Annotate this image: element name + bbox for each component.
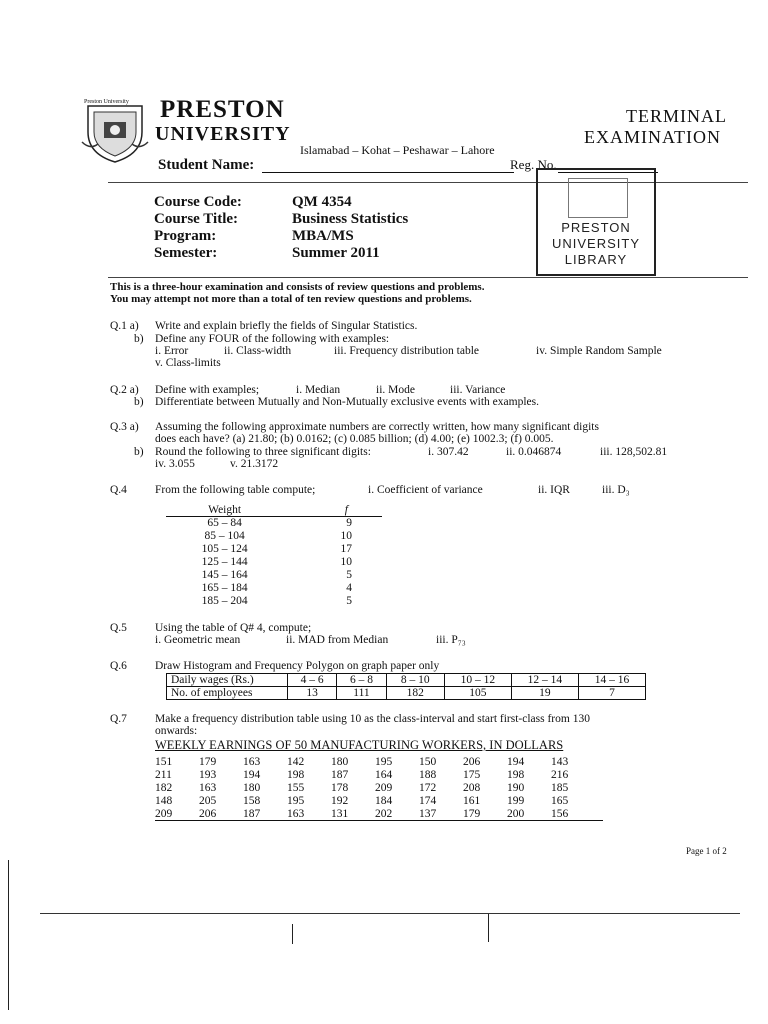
page-number: Page 1 of 2 bbox=[686, 846, 727, 856]
stamp-seal bbox=[568, 178, 628, 218]
q4-number: Q.4 bbox=[110, 484, 127, 496]
frequency-value: 10 bbox=[340, 556, 352, 568]
earning-value: 175 bbox=[463, 769, 481, 781]
earning-value: 211 bbox=[155, 769, 172, 781]
table-row bbox=[155, 795, 595, 808]
weight-class: 145 – 164 bbox=[201, 569, 248, 581]
q6-lead: Draw Histogram and Frequency Polygon on graph paper only bbox=[155, 660, 440, 672]
q2-a-option: i. Median bbox=[296, 384, 341, 396]
table-cell: 105 bbox=[444, 687, 511, 700]
table-row bbox=[155, 756, 595, 769]
page-bottom-border bbox=[40, 913, 740, 914]
earning-value: 172 bbox=[419, 782, 437, 794]
frequency-value: 5 bbox=[346, 595, 352, 607]
scan-edge-mark bbox=[8, 860, 9, 1010]
earning-value: 150 bbox=[419, 756, 437, 768]
q5-number: Q.5 bbox=[110, 622, 127, 634]
earning-value: 179 bbox=[463, 808, 481, 820]
earning-value: 206 bbox=[463, 756, 481, 768]
earning-value: 158 bbox=[243, 795, 261, 807]
q1-option: i. Error bbox=[155, 345, 189, 357]
earning-value: 206 bbox=[199, 808, 217, 820]
course-title-label: Course Title: bbox=[154, 211, 239, 227]
instruction-line1: This is a three-hour examination and consists of review questions and problems. bbox=[110, 281, 485, 293]
earning-value: 148 bbox=[155, 795, 173, 807]
university-crest-logo bbox=[80, 98, 150, 164]
earning-value: 209 bbox=[155, 808, 173, 820]
stamp-line3: LIBRARY bbox=[564, 252, 628, 267]
table-cell: 111 bbox=[337, 687, 386, 700]
table-cell: 4 – 6 bbox=[288, 674, 337, 687]
earning-value: 200 bbox=[507, 808, 525, 820]
earning-value: 209 bbox=[375, 782, 393, 794]
q1-option: iii. Frequency distribution table bbox=[334, 345, 480, 357]
earnings-underline bbox=[155, 820, 603, 821]
university-name-line2: UNIVERSITY bbox=[155, 123, 291, 145]
instruction-line2: You may attempt not more than a total of ten review questions and problems. bbox=[110, 293, 472, 305]
weight-frequency-table bbox=[166, 504, 382, 608]
earning-value: 163 bbox=[243, 756, 261, 768]
table-cell: 7 bbox=[578, 687, 645, 700]
earning-value: 180 bbox=[331, 756, 349, 768]
frequency-value: 5 bbox=[346, 569, 352, 581]
table-cell: 8 – 10 bbox=[386, 674, 444, 687]
earning-value: 164 bbox=[375, 769, 393, 781]
stamp-line2: UNIVERSITY bbox=[551, 236, 640, 251]
weight-class: 165 – 184 bbox=[201, 582, 248, 594]
q4-lead: From the following table compute; bbox=[155, 484, 316, 496]
q5-lead: Using the table of Q# 4, compute; bbox=[155, 622, 312, 634]
table-row bbox=[155, 769, 595, 782]
q7-line2: onwards: bbox=[155, 725, 198, 737]
table-row bbox=[166, 517, 382, 531]
semester: Summer 2011 bbox=[292, 245, 380, 261]
earning-value: 174 bbox=[419, 795, 437, 807]
frequency-value: 4 bbox=[346, 582, 352, 594]
campus-list: Islamabad – Kohat – Peshawar – Lahore bbox=[300, 143, 495, 157]
q1-option: v. Class-limits bbox=[155, 357, 221, 369]
weight-class: 185 – 204 bbox=[201, 595, 248, 607]
earning-value: 187 bbox=[331, 769, 349, 781]
course-title: Business Statistics bbox=[292, 211, 409, 227]
weight-class: 125 – 144 bbox=[201, 556, 248, 568]
earning-value: 190 bbox=[507, 782, 525, 794]
university-name-line1: PRESTON bbox=[160, 96, 285, 123]
earning-value: 161 bbox=[463, 795, 481, 807]
student-name-field[interactable] bbox=[262, 172, 514, 173]
q3-b-item: iv. 3.055 bbox=[155, 458, 195, 470]
q2-b-text: Differentiate between Mutually and Non-Mutually exclusive events with examples. bbox=[155, 396, 539, 408]
frequency-value: 9 bbox=[346, 517, 352, 529]
q3-a-line1: Assuming the following approximate numbers are correctly written, how many significant digits bbox=[155, 421, 599, 433]
exam-title-line1: TERMINAL bbox=[626, 106, 727, 126]
earning-value: 137 bbox=[419, 808, 437, 820]
program: MBA/MS bbox=[292, 228, 354, 244]
earning-value: 198 bbox=[287, 769, 305, 781]
q1-a-text: Write and explain briefly the fields of Singular Statistics. bbox=[155, 320, 418, 332]
q7-heading: WEEKLY EARNINGS OF 50 MANUFACTURING WORKERS, IN DOLLARS bbox=[155, 738, 564, 752]
earning-value: 182 bbox=[155, 782, 173, 794]
q2-b-number: b) bbox=[134, 396, 144, 408]
q1-option: iv. Simple Random Sample bbox=[536, 345, 662, 357]
weight-class: 65 – 84 bbox=[207, 517, 242, 529]
weight-class: 105 – 124 bbox=[201, 543, 248, 555]
q7-line1: Make a frequency distribution table using 10 as the class-interval and start first-class from 130 bbox=[155, 713, 590, 725]
table-cell: 14 – 16 bbox=[578, 674, 645, 687]
earning-value: 131 bbox=[331, 808, 349, 820]
q3-b-lead: Round the following to three significant digits: bbox=[155, 446, 371, 458]
student-name-label: Student Name: bbox=[158, 157, 255, 173]
earning-value: 199 bbox=[507, 795, 525, 807]
table-header-row bbox=[166, 504, 382, 517]
table-row bbox=[155, 782, 595, 795]
earning-value: 184 bbox=[375, 795, 393, 807]
col-weight: Weight bbox=[166, 504, 283, 517]
q3-b-item: v. 21.3172 bbox=[230, 458, 279, 470]
weight-class: 85 – 104 bbox=[204, 530, 245, 542]
earning-value: 195 bbox=[287, 795, 305, 807]
scan-edge-mark bbox=[292, 924, 293, 944]
earning-value: 202 bbox=[375, 808, 393, 820]
earning-value: 216 bbox=[551, 769, 569, 781]
frequency-value: 10 bbox=[340, 530, 352, 542]
q4-task: i. Coefficient of variance bbox=[368, 484, 483, 496]
earning-value: 163 bbox=[287, 808, 305, 820]
stamp-line1: PRESTON bbox=[561, 220, 631, 235]
table-cell: 6 – 8 bbox=[337, 674, 386, 687]
earning-value: 151 bbox=[155, 756, 173, 768]
q2-a-option: iii. Variance bbox=[450, 384, 506, 396]
col-frequency: f bbox=[283, 504, 382, 517]
q2-a-number: Q.2 a) bbox=[110, 384, 139, 396]
earning-value: 156 bbox=[551, 808, 569, 820]
earning-value: 165 bbox=[551, 795, 569, 807]
frequency-value: 17 bbox=[340, 543, 352, 555]
earning-value: 208 bbox=[463, 782, 481, 794]
semester-label: Semester: bbox=[154, 245, 218, 261]
reg-no-label: Reg. No. bbox=[510, 157, 557, 172]
earning-value: 142 bbox=[287, 756, 305, 768]
table-row bbox=[166, 595, 382, 608]
earning-value: 178 bbox=[331, 782, 349, 794]
earning-value: 194 bbox=[507, 756, 525, 768]
course-divider bbox=[108, 277, 748, 278]
course-code: QM 4354 bbox=[292, 194, 352, 210]
earning-value: 187 bbox=[243, 808, 261, 820]
library-stamp bbox=[536, 168, 656, 276]
earning-value: 185 bbox=[551, 782, 569, 794]
q5-task: ii. MAD from Median bbox=[286, 634, 389, 646]
table-cell: 13 bbox=[288, 687, 337, 700]
q5-task: iii. P₇₃ bbox=[436, 634, 466, 646]
q4-task: ii. IQR bbox=[538, 484, 570, 496]
daily-wages-table bbox=[166, 673, 646, 700]
q1-b-text: Define any FOUR of the following with examples: bbox=[155, 333, 390, 345]
table-cell: 12 – 14 bbox=[511, 674, 578, 687]
q3-a-line2: does each have? (a) 21.80; (b) 0.0162; (c) 0.085 billion; (d) 4.00; (e) 1002.3; (f) 0.005. bbox=[155, 433, 554, 445]
exam-title-line2: EXAMINATION bbox=[584, 127, 721, 147]
row-label: No. of employees bbox=[167, 687, 288, 700]
q1-b-number: b) bbox=[134, 333, 144, 345]
earning-value: 163 bbox=[199, 782, 217, 794]
q4-task: iii. D₃ bbox=[602, 484, 630, 496]
scan-edge-mark bbox=[488, 914, 489, 942]
row-label: Daily wages (Rs.) bbox=[167, 674, 288, 687]
earning-value: 198 bbox=[507, 769, 525, 781]
table-row bbox=[166, 543, 382, 556]
q1-option: ii. Class-width bbox=[224, 345, 292, 357]
q3-a-number: Q.3 a) bbox=[110, 421, 139, 433]
earning-value: 143 bbox=[551, 756, 569, 768]
table-row bbox=[166, 569, 382, 582]
q3-b-number: b) bbox=[134, 446, 144, 458]
table-row bbox=[166, 530, 382, 543]
q1-a-number: Q.1 a) bbox=[110, 320, 139, 332]
table-row bbox=[167, 674, 646, 687]
q7-number: Q.7 bbox=[110, 713, 127, 725]
table-cell: 182 bbox=[386, 687, 444, 700]
q2-a-option: ii. Mode bbox=[376, 384, 415, 396]
earning-value: 179 bbox=[199, 756, 217, 768]
table-row bbox=[166, 582, 382, 595]
earning-value: 193 bbox=[199, 769, 217, 781]
weekly-earnings-table bbox=[155, 756, 595, 821]
table-cell: 10 – 12 bbox=[444, 674, 511, 687]
table-row bbox=[166, 556, 382, 569]
q3-b-item: i. 307.42 bbox=[428, 446, 469, 458]
course-code-label: Course Code: bbox=[154, 194, 242, 210]
earning-value: 195 bbox=[375, 756, 393, 768]
q6-number: Q.6 bbox=[110, 660, 127, 672]
q5-task: i. Geometric mean bbox=[155, 634, 241, 646]
q3-b-item: ii. 0.046874 bbox=[506, 446, 562, 458]
earning-value: 194 bbox=[243, 769, 261, 781]
earning-value: 188 bbox=[419, 769, 437, 781]
program-label: Program: bbox=[154, 228, 217, 244]
table-cell: 19 bbox=[511, 687, 578, 700]
earning-value: 192 bbox=[331, 795, 349, 807]
earning-value: 205 bbox=[199, 795, 217, 807]
q2-a-label: Define with examples; bbox=[155, 384, 260, 396]
earning-value: 180 bbox=[243, 782, 261, 794]
q3-b-item: iii. 128,502.81 bbox=[600, 446, 668, 458]
earning-value: 155 bbox=[287, 782, 305, 794]
table-row bbox=[167, 687, 646, 700]
logo-caption: Preston University bbox=[84, 99, 129, 105]
